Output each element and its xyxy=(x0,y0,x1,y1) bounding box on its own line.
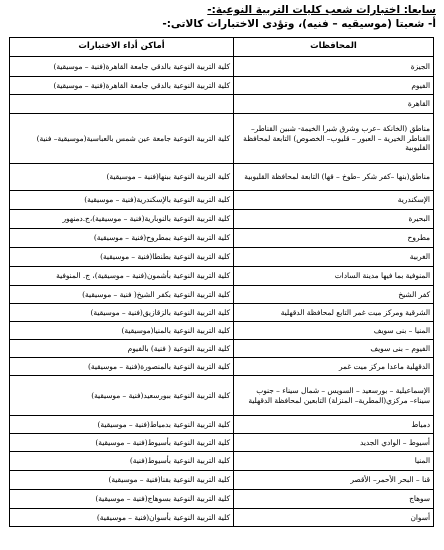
table-row xyxy=(10,95,434,114)
governorate-cell: مناطق(بنها –كفر شكر –طوخ – قها) التابعة لمحافظة القليوبية xyxy=(234,164,434,191)
governorate-cell: الإسماعيلية – بورسعيد – السويس – شمال سيناء – جنوب سيناء– مركزي(المطرية– المنزلة) التابعين لمحافظة الدقهلية xyxy=(234,376,434,416)
exam-place-cell: كلية التربية النوعية بأسيوط(فنية – موسيقية) xyxy=(10,434,234,452)
table-row xyxy=(10,509,434,527)
governorate-cell: مناطق (الخانكة –عرب وشرق شبرا الخيمة- شبين القناطر– القناطر الخيرية – العبور – قليوب– الخصوص) التابعة لمحافظة القليوبية xyxy=(234,114,434,164)
table-row xyxy=(10,358,434,376)
column-header-governorates: المحافظات xyxy=(234,38,434,57)
table-row xyxy=(10,452,434,471)
table-row xyxy=(10,114,434,164)
exam-place-cell: كلية التربية النوعية بدمياط(فنية – موسيقية) xyxy=(10,416,234,434)
governorate-cell: الفيوم – بنى سويف xyxy=(234,340,434,358)
table-row xyxy=(10,191,434,210)
exam-place-cell: كلية التربية النوعية بالإسكندرية(فنية – موسيقية) xyxy=(10,191,234,210)
exam-place-cell: كلية التربية النوعية ( فنية) بالفيوم xyxy=(10,340,234,358)
table-row xyxy=(10,57,434,77)
governorate-cell: دمياط xyxy=(234,416,434,434)
governorate-cell: مطروح xyxy=(234,229,434,248)
table-row xyxy=(10,322,434,340)
section-subheading: أ- شعبتا (موسيقيه – فنيه)، وتؤدى الاختبارات كالاتى:- xyxy=(162,18,436,30)
table-row xyxy=(10,210,434,229)
table-row xyxy=(10,490,434,509)
governorate-cell: الدقهلية ماعدا مركز ميت غمر xyxy=(234,358,434,376)
exam-place-cell: كلية التربية النوعية بالنوبارية(فنية – موسيقية)،ج.دمنهور xyxy=(10,210,234,229)
exam-place-cell: كلية التربية النوعية بأشمون(فنية – موسيقية)، ج. المنوفية xyxy=(10,267,234,286)
governorate-cell: الفيوم xyxy=(234,77,434,95)
governorate-cell: الشرقية ومركز ميت غمر التابع لمحافظة الدقهلية xyxy=(234,304,434,322)
governorate-cell: البحيرة xyxy=(234,210,434,229)
governorate-cell: أسيوط – الوادي الجديد xyxy=(234,434,434,452)
exam-place-cell: كلية التربية النوعية ببورسعيد(فنية – موسيقية) xyxy=(10,376,234,416)
exam-place-cell: كلية التربية النوعية بكفر الشيخ( فنية – موسيقية) xyxy=(10,286,234,304)
governorate-cell: الجيزة xyxy=(234,57,434,77)
governorate-cell: المنوفية بما فيها مدينة السادات xyxy=(234,267,434,286)
governorate-cell: الغربية xyxy=(234,248,434,267)
governorate-cell: قنا – البحر الأحمر– الأقصر xyxy=(234,471,434,490)
table-row xyxy=(10,229,434,248)
exam-place-cell: كلية التربية النوعية بسوهاج(فنية – موسيقية) xyxy=(10,490,234,509)
exam-place-cell: كلية التربية النوعية بطنطا(فنية – موسيقية) xyxy=(10,248,234,267)
exam-place-cell: كلية التربية النوعية بأسوان(فنية – موسيقية) xyxy=(10,509,234,527)
table-row xyxy=(10,267,434,286)
table-row xyxy=(10,304,434,322)
table-row xyxy=(10,416,434,434)
governorate-cell: أسوان xyxy=(234,509,434,527)
table-row xyxy=(10,248,434,267)
governorate-cell: القاهرة xyxy=(234,95,434,114)
exam-place-cell: كلية التربية النوعية بالدقي جامعة القاهرة(فنية – موسيقية) xyxy=(10,57,234,77)
exam-place-cell xyxy=(10,95,234,114)
governorate-cell: سوهاج xyxy=(234,490,434,509)
table-row xyxy=(10,376,434,416)
table-row xyxy=(10,434,434,452)
governorate-cell: المنيا xyxy=(234,452,434,471)
table-row xyxy=(10,286,434,304)
exam-place-cell: كلية التربية النوعية جامعة عين شمس بالعباسية(موسيقية– فنية) xyxy=(10,114,234,164)
governorate-cell: المنيا – بنى سويف xyxy=(234,322,434,340)
table-row xyxy=(10,164,434,191)
table-row xyxy=(10,340,434,358)
section-heading: سابعا: اختبارات شعب كليات التربية النوعية:- xyxy=(207,4,436,16)
exam-locations-table xyxy=(9,37,434,527)
table-row xyxy=(10,471,434,490)
table-row xyxy=(10,77,434,95)
table-header-row xyxy=(10,38,434,57)
governorate-cell: الإسكندرية xyxy=(234,191,434,210)
exam-place-cell: كلية التربية النوعية بالمنيا(موسيقية) xyxy=(10,322,234,340)
exam-place-cell: كلية التربية النوعية بالزقازيق(فنية – موسيقية) xyxy=(10,304,234,322)
exam-place-cell: كلية التربية النوعية بقنا(فنية – موسيقية) xyxy=(10,471,234,490)
exam-place-cell: كلية التربية النوعية بالدقي جامعة القاهرة(فنية – موسيقية) xyxy=(10,77,234,95)
exam-place-cell: كلية التربية النوعية بأسيوط(فنية) xyxy=(10,452,234,471)
governorate-cell: كفر الشيخ xyxy=(234,286,434,304)
exam-place-cell: كلية التربية النوعية بمطروح(فنية – موسيقية) xyxy=(10,229,234,248)
column-header-exam-places: أماكن أداء الاختبارات xyxy=(10,38,234,57)
exam-place-cell: كلية التربية النوعية بالمنصورة(فنية – موسيقية) xyxy=(10,358,234,376)
exam-place-cell: كلية التربية النوعية ببنها(فنية – موسيقية) xyxy=(10,164,234,191)
